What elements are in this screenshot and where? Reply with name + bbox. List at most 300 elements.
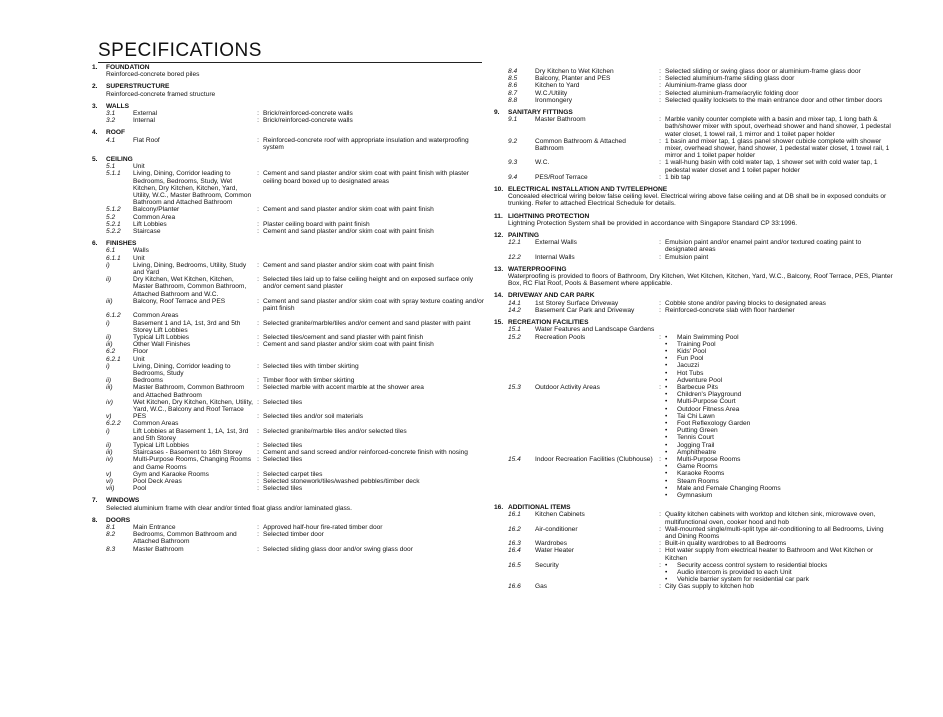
spec-row <box>494 159 894 173</box>
spec-row <box>92 117 487 124</box>
list-item: • Multi-Purpose Rooms <box>665 456 894 463</box>
item-description: Selected tiles <box>263 441 303 449</box>
item-colon: : <box>659 583 661 591</box>
section-number: 2. <box>92 83 98 91</box>
section-title: WATERPROOFING <box>508 265 567 273</box>
item-colon: : <box>659 306 661 314</box>
list-item: • Jacuzzi <box>665 362 894 369</box>
spec-row <box>92 420 487 427</box>
item-number: 8.2 <box>106 531 116 539</box>
item-label: Typical Lift Lobbies <box>133 441 190 449</box>
list-item: • Adventure Pool <box>665 377 894 384</box>
item-colon: : <box>257 456 259 464</box>
item-description: Cement and sand screed and/or reinforced-concrete finish with nosing <box>263 449 468 457</box>
item-description: Cement and sand plaster and/or skim coat with paint finish <box>263 228 434 236</box>
item-colon: : <box>659 89 661 97</box>
item-number: 5.2.2 <box>106 228 121 236</box>
list-item: • Training Pool <box>665 341 894 348</box>
item-description: Brick/reinforced-concrete walls <box>263 110 353 118</box>
item-label: Living, Dining, Bedrooms, Utility, Study and Yard <box>133 261 247 277</box>
item-label: Living, Dining, Corridor leading to Bedrooms, Bedrooms, Study, Wet Kitchen, Dry Kitchen, Kitchen, Yard, Utility, W.C., Master Bathroom, Common Bathroom and Attached Bathroom <box>133 170 252 207</box>
item-label: Pool Deck Areas <box>133 477 182 485</box>
item-label: External <box>133 110 158 118</box>
item-number: 15.1 <box>508 326 521 334</box>
spec-section <box>494 319 894 499</box>
spec-row <box>92 247 487 254</box>
item-label: Recreation Pools <box>535 333 586 341</box>
item-label: Lift Lobbies at Basement 1, 1A, 1st, 3rd and 5th Storey <box>133 427 249 442</box>
item-description: Selected timber door <box>263 531 324 539</box>
spec-section <box>494 292 894 314</box>
item-colon: : <box>257 206 259 214</box>
item-number: 8.8 <box>508 96 518 104</box>
list-item: • Steam Rooms <box>665 478 894 485</box>
item-number: iii) <box>106 341 113 349</box>
item-label: Indoor Recreation Facilities (Clubhouse) <box>535 455 653 463</box>
list-item: • Karaoke Rooms <box>665 470 894 477</box>
item-colon: : <box>257 319 259 327</box>
item-description: Cement and sand plaster and/or skim coat with spray texture coating and/or paint finish <box>263 297 485 313</box>
spec-row <box>494 239 894 253</box>
item-colon: : <box>257 441 259 449</box>
spec-row <box>92 485 487 492</box>
spec-row <box>494 456 894 499</box>
item-colon: : <box>659 511 661 519</box>
spec-row <box>92 377 487 384</box>
section-number: 1. <box>92 64 98 71</box>
item-number: 14.1 <box>508 299 521 307</box>
item-number: 9.4 <box>508 173 518 181</box>
spec-row <box>92 320 487 334</box>
item-colon: : <box>257 384 259 392</box>
item-number: 8.7 <box>508 89 518 97</box>
spec-row <box>92 276 487 298</box>
item-description: Selected tiles with timber skirting <box>263 362 359 370</box>
spec-row <box>92 449 487 456</box>
section-title: FOUNDATION <box>106 64 150 71</box>
spec-row <box>92 363 487 377</box>
spec-row <box>92 384 487 398</box>
item-label: Typical Lift Lobbies <box>133 333 190 341</box>
section-number: 9. <box>494 109 500 117</box>
spec-row <box>494 68 894 75</box>
item-label: Master Bathroom <box>535 116 586 124</box>
item-colon: : <box>659 239 661 247</box>
section-number: 16. <box>494 504 504 512</box>
item-label: Lift Lobbies <box>133 220 167 228</box>
item-number: 15.3 <box>508 383 521 391</box>
spec-row <box>92 456 487 470</box>
item-label: Other Wall Finishes <box>133 341 191 349</box>
item-number: i) <box>106 319 110 327</box>
spec-row <box>494 540 894 547</box>
item-colon: : <box>257 170 259 178</box>
item-colon: : <box>659 96 661 104</box>
item-number: 12.1 <box>508 239 521 247</box>
list-item: • Security access control system to residential blocks <box>665 562 894 569</box>
item-label: Kitchen Cabinets <box>535 511 585 519</box>
item-description <box>263 420 487 427</box>
page-title: SPECIFICATIONS <box>98 40 262 61</box>
spec-row <box>494 583 894 590</box>
item-description: Selected tiles <box>263 485 303 493</box>
item-colon <box>253 163 263 170</box>
item-number: 3.1 <box>106 110 116 118</box>
item-description: Selected tiles/cement and sand plaster with paint finish <box>263 333 424 341</box>
list-item: • Audio intercom is provided to each Unit <box>665 569 894 576</box>
section-text: Lightning Protection System shall be provided in accordance with Singapore Standard CP 33:1996. <box>508 219 798 227</box>
spec-section <box>494 504 894 590</box>
item-colon: : <box>659 561 661 569</box>
list-item: • Putting Green <box>665 427 894 434</box>
item-description: Selected sliding glass door and/or swing glass door <box>263 545 413 553</box>
item-description: City Gas supply to kitchen hob <box>665 583 755 591</box>
item-description <box>665 384 894 456</box>
spec-row <box>494 526 894 540</box>
section-number: 12. <box>494 232 504 240</box>
item-label: Flat Roof <box>133 136 160 144</box>
section-heading <box>494 266 894 273</box>
item-label: PES <box>133 413 147 421</box>
list-item: • Game Rooms <box>665 463 894 470</box>
item-description: Reinforced-concrete slab with floor hardener <box>665 306 795 314</box>
item-colon <box>253 214 263 221</box>
section-text: Reinforced-concrete bored piles <box>106 71 200 79</box>
item-label: W.C./Utility <box>535 89 568 97</box>
section-number: 6. <box>92 240 98 248</box>
spec-row <box>494 326 894 333</box>
item-label: Multi-Purpose Rooms, Changing Rooms and Game Rooms <box>133 456 252 471</box>
item-number: ii) <box>106 276 112 284</box>
item-number: 6.1.2 <box>106 312 121 320</box>
spec-row <box>92 228 487 235</box>
item-description: Selected tiles <box>263 456 303 464</box>
section-number: 8. <box>92 516 98 524</box>
item-number: 9.3 <box>508 159 518 167</box>
list-item: • Fun Pool <box>665 355 894 362</box>
item-description: Cobble stone and/or paving blocks to designated areas <box>665 299 826 307</box>
item-number: 5.2.1 <box>106 220 121 228</box>
section-title: DOORS <box>106 516 131 524</box>
spec-row <box>494 254 894 261</box>
spec-row <box>92 341 487 348</box>
item-label: Common Areas <box>133 312 179 320</box>
item-colon: : <box>257 136 259 144</box>
item-number: v) <box>106 470 112 478</box>
item-label: Balcony/Planter <box>133 206 180 214</box>
item-number: ii) <box>106 377 112 385</box>
section-title: ROOF <box>106 129 126 137</box>
item-description: Selected quality locksets to the main entrance door and other timber doors <box>665 96 883 104</box>
list-item: • Vehicle barrier system for residential car park <box>665 576 894 583</box>
spec-row <box>494 300 894 307</box>
item-number: iii) <box>106 297 113 305</box>
item-description <box>263 214 487 221</box>
item-number: 8.6 <box>508 82 518 90</box>
item-label: Staircase <box>133 228 161 236</box>
spec-row <box>92 524 487 531</box>
item-description: 1 bib tap <box>665 173 691 181</box>
spec-row <box>494 511 894 525</box>
item-label: Pool <box>133 485 147 493</box>
item-description: Wall-mounted single/multi-split type air-conditioning to all Bedrooms, Living and Dining Rooms <box>665 525 884 540</box>
item-number: 16.4 <box>508 547 521 555</box>
item-description <box>263 356 487 363</box>
spec-section <box>92 497 487 511</box>
section-heading <box>92 64 487 71</box>
item-label: Ironmongery <box>535 96 573 104</box>
item-number: v) <box>106 413 112 421</box>
item-label: Wardrobes <box>535 540 568 548</box>
spec-row <box>494 90 894 97</box>
spec-row <box>92 348 487 355</box>
item-number: vi) <box>106 477 113 485</box>
spec-row <box>92 478 487 485</box>
section-title: WALLS <box>106 102 130 110</box>
item-colon: : <box>257 261 259 269</box>
spec-row <box>92 442 487 449</box>
spec-row <box>92 298 487 312</box>
item-description: Cement and sand plaster and/or skim coat with paint finish <box>263 206 434 214</box>
item-colon: : <box>659 525 661 533</box>
section-number: 4. <box>92 129 98 137</box>
list-item: • Tennis Court <box>665 434 894 441</box>
item-number: i) <box>106 362 110 370</box>
section-heading <box>494 232 894 239</box>
section-number: 3. <box>92 102 98 110</box>
spec-row <box>92 255 487 262</box>
section-heading <box>494 319 894 326</box>
item-number: 6.2.2 <box>106 420 121 428</box>
item-label: Bedrooms, Common Bathroom and Attached Bathroom <box>133 531 237 546</box>
item-description <box>665 326 894 333</box>
item-number: 8.4 <box>508 68 518 75</box>
spec-section <box>92 83 487 97</box>
right-column <box>494 66 894 591</box>
section-number: 15. <box>494 319 504 327</box>
section-title: RECREATION FACILITIES <box>508 319 589 327</box>
section-title: DRIVEWAY AND CAR PARK <box>508 292 595 300</box>
item-colon: : <box>659 137 661 145</box>
item-description: Selected aluminium-frame sliding glass door <box>665 75 795 83</box>
spec-row <box>92 221 487 228</box>
item-colon: : <box>659 455 661 463</box>
item-colon: : <box>659 253 661 261</box>
item-description: Selected marble with accent marble at the shower area <box>263 384 424 392</box>
item-label: Basement Car Park and Driveway <box>535 306 635 314</box>
spec-row <box>92 312 487 319</box>
spec-row <box>494 334 894 384</box>
list-item: • Children's Playground <box>665 391 894 398</box>
item-colon: : <box>257 477 259 485</box>
spec-row <box>92 334 487 341</box>
spec-row <box>494 138 894 160</box>
item-description <box>665 334 894 384</box>
item-colon: : <box>659 75 661 83</box>
item-colon: : <box>257 377 259 385</box>
spec-row <box>92 262 487 276</box>
item-colon <box>253 255 263 262</box>
item-description: Cement and sand plaster and/or skim coat with paint finish with plaster ceiling board boxed up to designated areas <box>263 170 469 185</box>
item-description: Built-in quality wardrobes to all Bedrooms <box>665 540 787 548</box>
item-number: 5.1.1 <box>106 170 121 178</box>
section-heading <box>494 213 894 220</box>
spec-row <box>92 206 487 213</box>
item-description <box>263 247 487 254</box>
item-label: Unit <box>133 254 145 262</box>
item-colon: : <box>257 427 259 435</box>
item-label: Bedrooms <box>133 377 164 385</box>
spec-section <box>92 129 487 151</box>
item-number: 14.2 <box>508 306 521 314</box>
section-heading <box>494 109 894 116</box>
item-colon: : <box>257 276 259 284</box>
section-title: ELECTRICAL INSTALLATION AND TV/TELEPHONE <box>508 186 668 194</box>
spec-row <box>92 110 487 117</box>
item-label: External Walls <box>535 239 577 247</box>
section-text: Selected aluminium frame with clear and/or tinted float glass and/or laminated glass. <box>106 504 352 512</box>
item-description: Selected tiles and/or soil materials <box>263 413 364 421</box>
item-colon <box>655 326 665 333</box>
item-description: Aluminium-frame glass door <box>665 82 748 90</box>
item-number: 6.2.1 <box>106 355 121 363</box>
item-label: Master Bathroom <box>133 545 184 553</box>
item-description <box>263 255 487 262</box>
item-description: Selected sliding or swing glass door or aluminium-frame glass door <box>665 68 861 75</box>
item-label: Unit <box>133 355 145 363</box>
spec-row <box>92 170 487 206</box>
spec-row <box>494 562 894 584</box>
item-number: 16.3 <box>508 540 521 548</box>
item-colon <box>253 348 263 355</box>
item-colon: : <box>257 523 259 531</box>
spec-section <box>494 266 894 288</box>
list-item: • Tai Chi Lawn <box>665 413 894 420</box>
item-description: Selected carpet tiles <box>263 470 323 478</box>
item-number: vii) <box>106 485 115 493</box>
item-number: 8.3 <box>106 545 116 553</box>
item-colon <box>253 247 263 254</box>
item-number: 5.1.2 <box>106 206 121 214</box>
item-colon: : <box>257 470 259 478</box>
spec-row <box>494 97 894 104</box>
item-number: 3.2 <box>106 117 116 125</box>
item-colon: : <box>257 341 259 349</box>
item-number: 8.5 <box>508 75 518 83</box>
section-heading <box>494 292 894 299</box>
item-description: Cement and sand plaster and/or skim coat with paint finish <box>263 261 434 269</box>
item-colon: : <box>659 82 661 90</box>
section-text: Reinforced-concrete framed structure <box>106 90 216 98</box>
spec-row <box>92 163 487 170</box>
item-colon: : <box>659 383 661 391</box>
item-description: Plaster ceiling board with paint finish <box>263 220 370 228</box>
item-colon: : <box>257 413 259 421</box>
item-label: Gas <box>535 583 548 591</box>
item-colon: : <box>659 333 661 341</box>
list-item: • Jogging Trail <box>665 442 894 449</box>
list-item: • Foot Reflexology Garden <box>665 420 894 427</box>
spec-row <box>92 413 487 420</box>
item-number: 16.5 <box>508 561 521 569</box>
item-description: Hot water supply from electrical heater to Bathroom and Wet Kitchen or Kitchen <box>665 547 874 562</box>
section-heading <box>92 103 487 110</box>
item-number: iii) <box>106 449 113 457</box>
section-title: SANITARY FITTINGS <box>508 109 573 117</box>
section-number: 10. <box>494 186 504 194</box>
item-colon: : <box>257 110 259 118</box>
section-title: WINDOWS <box>106 497 140 505</box>
spec-section <box>92 64 487 78</box>
item-number: 16.6 <box>508 583 521 591</box>
item-number: iv) <box>106 456 113 464</box>
item-colon <box>253 420 263 427</box>
item-label: Balcony, Planter and PES <box>535 75 611 83</box>
list-item: • Kids' Pool <box>665 348 894 355</box>
item-number: iv) <box>106 398 113 406</box>
item-description: Selected tiles laid up to false ceiling height and on exposed surface only and/or cement sand plaster <box>263 276 474 291</box>
item-number: 12.2 <box>508 253 521 261</box>
item-number: 4.1 <box>106 136 116 144</box>
section-heading <box>494 186 894 193</box>
list-item: • Hot Tubs <box>665 370 894 377</box>
item-description: Emulsion paint and/or enamel paint and/or textured coating paint to designated areas <box>665 239 862 254</box>
item-description <box>263 312 487 319</box>
spec-row <box>92 137 487 151</box>
item-label: Dry Kitchen to Wet Kitchen <box>535 68 614 75</box>
section-text: Concealed electrical wiring below false ceiling level. Electrical wiring above false ceiling and at DB shall be in exposed conduits or trunking. Refer to attached Electrical Schedule for details. <box>508 193 887 208</box>
item-label: Basement 1 and 1A, 1st, 3rd and 5th Storey Lift Lobbies <box>133 319 241 334</box>
spec-row <box>92 214 487 221</box>
spec-section <box>92 517 487 553</box>
item-label: Unit <box>133 163 145 171</box>
section-heading <box>92 156 487 163</box>
item-colon: : <box>257 220 259 228</box>
section-number: 14. <box>494 292 504 300</box>
item-description: 1 basin and mixer tap, 1 glass panel shower cubicle complete with shower mixer, overhead shower, hand shower, 1 pedestal water closet, 1 towel rail, 1 mirror and 1 toilet paper holder <box>665 137 890 160</box>
item-label: Internal Walls <box>535 253 575 261</box>
item-number: 8.1 <box>106 523 116 531</box>
section-number: 7. <box>92 497 98 505</box>
item-label: Main Entrance <box>133 523 176 531</box>
item-number: 9.2 <box>508 137 518 145</box>
section-number: 5. <box>92 156 98 164</box>
item-description: Selected stonework/tiles/washed pebbles/timber deck <box>263 477 420 485</box>
list-item: • Amphitheatre <box>665 449 894 456</box>
item-number: i) <box>106 261 110 269</box>
spec-section <box>494 213 894 227</box>
item-number: i) <box>106 427 110 435</box>
item-colon <box>253 356 263 363</box>
item-colon: : <box>257 117 259 125</box>
item-colon: : <box>659 159 661 167</box>
item-label: Air-conditioner <box>535 525 578 533</box>
item-number: 5.1 <box>106 163 116 171</box>
spec-row <box>494 82 894 89</box>
item-description <box>263 348 487 355</box>
spec-row <box>92 356 487 363</box>
item-description: Approved half-hour fire-rated timber door <box>263 523 383 531</box>
section-number: 13. <box>494 265 504 273</box>
spec-section <box>92 103 487 125</box>
item-colon <box>253 312 263 319</box>
item-colon: : <box>659 299 661 307</box>
item-number: 6.2 <box>106 348 116 356</box>
item-description: Selected tiles <box>263 398 303 406</box>
item-label: W.C. <box>535 159 550 167</box>
item-number: 6.1 <box>106 247 116 255</box>
spec-row <box>494 174 894 181</box>
